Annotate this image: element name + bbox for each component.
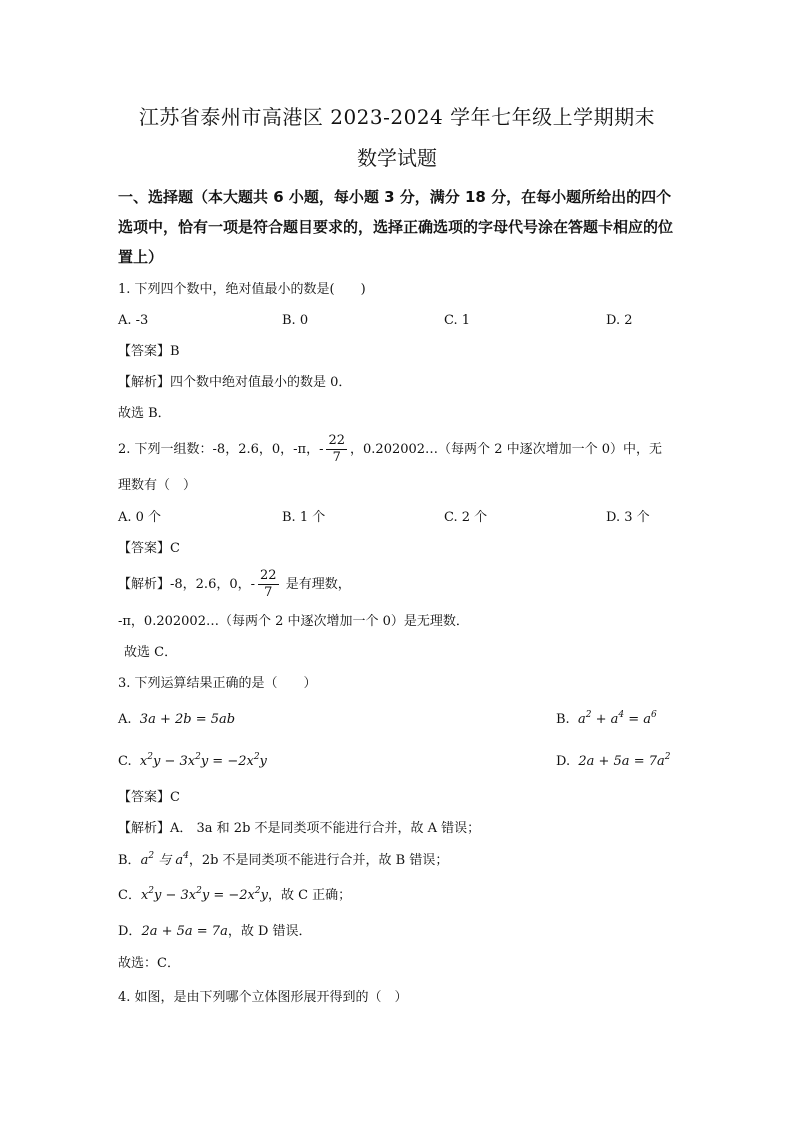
q3-c-e2: 2: [195, 752, 201, 762]
q3-option-c: [118, 752, 267, 772]
q3-option-a-label: A.: [118, 712, 132, 727]
q2-stem-line2: 理数有（ ）: [118, 478, 197, 493]
q3-analysis-d-expr: 2a + 5a = 7a: [141, 924, 228, 939]
q3-option-a: [118, 710, 235, 730]
q1-option-d: D. 2: [606, 313, 633, 328]
q3-conclusion: 故选：C．: [118, 956, 180, 971]
q3-b-exp3: 6: [651, 710, 657, 720]
q3-analysis-c-rest: ，故 C 正确；: [267, 888, 352, 903]
q3-option-d-label: D.: [556, 754, 571, 769]
q2-option-b: B. 1 个: [282, 510, 326, 525]
q1-stem: 1. 下列四个数中，绝对值最小的数是( ): [118, 282, 366, 297]
q3-analysis-b-base: a: [140, 853, 149, 868]
q3-b-exp1: 2: [585, 710, 592, 720]
q3-b-plus: + a: [591, 712, 619, 727]
q2-stem-a: 2. 下列一组数：-8，2.6，0，-π，-: [118, 442, 324, 457]
q3-d-expr: 2a + 5a = 7a: [578, 754, 665, 769]
q3-ac-e1: 2: [148, 886, 155, 896]
fraction-denominator: 7: [264, 585, 273, 600]
fraction-22-7: [326, 433, 347, 466]
q3-option-c-label: C.: [118, 754, 132, 769]
q2-stem-line1: [118, 430, 662, 470]
q2-option-c: C. 2 个: [444, 510, 488, 525]
q1-analysis: 【解析】四个数中绝对值最小的数是 0．: [118, 375, 352, 390]
q1-conclusion: 故选 B．: [118, 406, 171, 421]
q2-stem-b: ，0.202002…（每两个 2 中逐次增加一个 0）中，无: [350, 442, 662, 457]
q3-option-b: [556, 710, 657, 730]
q4-stem: 4. 如图，是由下列哪个立体图形展开得到的（ ）: [118, 990, 408, 1005]
q3-analysis-c-prefix: C．: [118, 888, 141, 903]
q3-analysis-c: [118, 886, 351, 906]
q3-option-a-expr: 3a + 2b = 5ab: [139, 712, 236, 727]
q3-c-e3: 2: [253, 752, 260, 762]
q2-analysis-a: 【解析】-8，2.6，0，-: [118, 577, 256, 592]
q3-analysis-b: [118, 851, 448, 871]
q3-ac-x1: x: [140, 888, 149, 903]
q3-option-d: [556, 752, 670, 772]
q3-analysis-d-rest: ，故 D 错误．: [227, 924, 312, 939]
q3-option-b-label: B.: [556, 712, 570, 727]
q3-analysis-b-rest: ，2b 不是同类项不能进行合并，故 B 错误；: [188, 853, 449, 868]
q3-c-e1: 2: [147, 752, 153, 762]
fraction-numerator: 22: [328, 433, 346, 448]
q3-ac-end: y: [260, 888, 268, 903]
q3-c-mid1: y − 3x: [152, 754, 196, 769]
section-heading: 一、选择题（本大题共 6 小题，每小题 3 分，满分 18 分，在每小题所给出的四个选项中，恰有一项是符合题目要求的，选择正确选项的字母代号涂在答题卡相应的位置上）: [118, 188, 674, 266]
fraction-denominator: 7: [332, 450, 341, 465]
q3-b-base: a: [577, 712, 586, 727]
q3-ac-e3: 2: [254, 886, 261, 896]
q3-b-exp2: 4: [618, 710, 625, 720]
q2-option-a: A. 0 个: [118, 510, 162, 525]
q1-option-b: B. 0: [282, 313, 309, 328]
q3-answer: 【答案】C: [118, 790, 180, 805]
q1-option-a: A. -3: [118, 313, 149, 328]
q1-option-c: C. 1: [444, 313, 471, 328]
q2-conclusion: 故选 C．: [124, 645, 178, 660]
fraction-numerator: 22: [260, 568, 277, 583]
q3-d-exp: 2: [664, 752, 671, 762]
q3-b-eq: = a: [624, 712, 652, 727]
q2-analysis-line2: -π，0.202002…（每两个 2 中逐次增加一个 0）是无理数．: [118, 614, 469, 629]
q3-analysis-d: [118, 922, 312, 942]
q3-ac-mid1: y − 3x: [154, 888, 197, 903]
q3-analysis-d-prefix: D．: [118, 924, 142, 939]
q1-answer: 【答案】B: [118, 344, 180, 359]
q3-c-x1: x: [139, 754, 148, 769]
q2-analysis-line1: [118, 565, 351, 605]
exam-title-line2: 数学试题: [357, 146, 437, 170]
q3-analysis-b-prefix: B．: [118, 853, 141, 868]
q2-analysis-b: 是有理数，: [281, 577, 351, 592]
q3-analysis-b-exp1: 2: [148, 851, 155, 861]
q3-ac-mid2: y = −2x: [201, 888, 255, 903]
q3-ac-e2: 2: [196, 886, 202, 896]
exam-title-line1: 江苏省泰州市高港区 2023-2024 学年七年级上学期期末: [138, 105, 656, 129]
q3-c-mid2: y = −2x: [200, 754, 254, 769]
q3-c-end: y: [259, 754, 267, 769]
q3-analysis-a: 【解析】A． 3a 和 2b 不是同类项不能进行合并，故 A 错误；: [118, 821, 481, 836]
q2-answer: 【答案】C: [118, 541, 180, 556]
fraction-22-7-analysis: [258, 568, 279, 601]
q3-analysis-b-exp2: 4: [183, 851, 189, 861]
q3-analysis-b-mid: 与 a: [154, 853, 184, 868]
q2-option-d: D. 3 个: [606, 510, 650, 525]
q3-stem: 3. 下列运算结果正确的是（ ）: [118, 676, 317, 691]
